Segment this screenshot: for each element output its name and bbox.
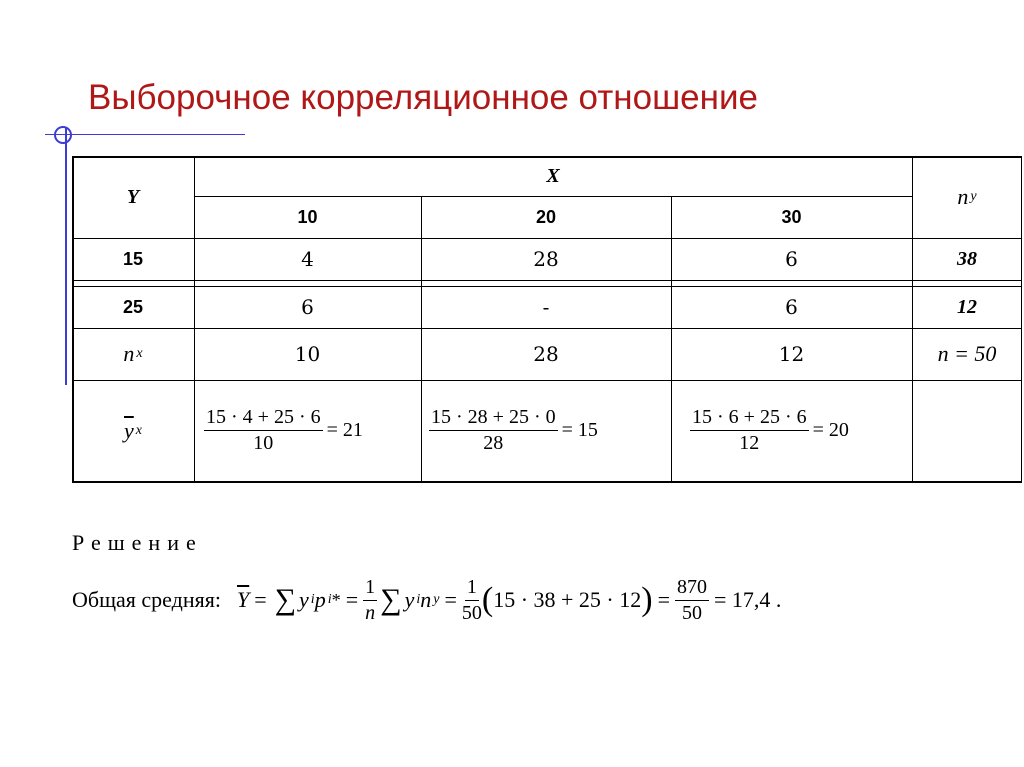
fraction-numerator: 870 [675, 576, 709, 601]
row-15-y: 15 [122, 248, 144, 269]
x-value-30: 30 [781, 206, 802, 227]
fraction [363, 576, 377, 625]
yx-formula-20 [429, 380, 598, 480]
yx-sub: x [135, 422, 142, 438]
equals-sign: = [444, 587, 457, 612]
yx-base: $\overline{y}$ [124, 417, 134, 443]
paren-open: ( [481, 581, 494, 618]
yx-formula-30 [690, 380, 849, 480]
fraction-numerator: 1 [363, 576, 377, 601]
fraction-result: = 15 [561, 418, 598, 441]
i-sub: i [327, 592, 332, 607]
equals-sign: = [254, 587, 267, 612]
fraction-numerator: 15 · 4 + 25 · 6 [204, 406, 323, 431]
ny-base: n [957, 184, 969, 209]
row-25-cell-30: 6 [785, 295, 798, 319]
overall-mean-formula [72, 568, 786, 632]
nx-sub: x [136, 346, 143, 361]
equals-sign: = [345, 587, 359, 612]
y-var: y [299, 587, 309, 612]
yx-label [72, 380, 194, 481]
fraction-denominator: 12 [739, 431, 760, 454]
ny-sub: y [970, 189, 977, 204]
page-title: Выборочное корреляционное отношение [88, 78, 758, 117]
nx-cell-30: 12 [778, 342, 805, 366]
fraction [204, 406, 323, 455]
x-value-10: 10 [297, 206, 318, 227]
header-x: X [546, 164, 560, 187]
fraction [429, 406, 558, 455]
fraction-result: = 21 [326, 418, 363, 441]
x-value-20: 20 [535, 206, 557, 227]
n-var: n [420, 587, 432, 612]
nx-total: n = 50 [937, 341, 997, 366]
nx-cell-10: 10 [294, 342, 321, 366]
row-25-y: 25 [122, 296, 144, 317]
row-25-cell-20: - [542, 295, 550, 319]
header-ny [912, 156, 1022, 238]
fraction [690, 406, 809, 455]
correlation-table [72, 156, 1024, 483]
fraction [462, 576, 482, 625]
fraction-denominator: 10 [253, 431, 274, 454]
fraction-denominator: 50 [682, 601, 702, 624]
mean-symbol: $\overline{Y}$ [236, 587, 250, 612]
fraction-result: = 20 [812, 418, 849, 441]
row-15-cell-10: 4 [301, 247, 314, 271]
header-y: Y [126, 185, 140, 208]
fraction-numerator: 15 · 6 + 25 · 6 [690, 406, 809, 431]
grid-line [72, 280, 1022, 281]
star-sup: * [331, 589, 341, 610]
fraction-denominator: 28 [483, 431, 504, 454]
i-sub: i [310, 592, 315, 607]
fraction-numerator: 1 [465, 576, 479, 601]
paren-close: ) [641, 581, 653, 618]
grid-line [72, 481, 1022, 483]
nx-cell-20: 28 [533, 342, 559, 366]
row-15-ny: 38 [957, 247, 977, 270]
decorative-circle [54, 126, 72, 144]
yx-formula-10 [204, 380, 363, 480]
result: = 17,4 . [714, 587, 782, 612]
sum-symbol: ∑ [274, 583, 297, 616]
sum-expression: 15 · 38 + 25 · 12 [493, 587, 642, 612]
fraction-denominator: n [365, 601, 376, 624]
row-15-cell-20: 28 [533, 247, 559, 271]
equals-sign: = [657, 587, 670, 612]
decorative-line-horizontal [45, 134, 245, 135]
row-15-cell-30: 6 [785, 247, 798, 271]
decorative-line-vertical [65, 127, 67, 385]
row-25-ny: 12 [957, 295, 977, 318]
solution-heading: Решение [72, 530, 203, 555]
y-sub: y [433, 592, 440, 607]
fraction [675, 576, 709, 625]
nx-base: n [123, 341, 135, 366]
i-sub: i [416, 592, 421, 607]
fraction-numerator: 15 · 28 + 25 · 0 [429, 406, 558, 431]
row-25-cell-10: 6 [301, 295, 314, 319]
y-var: y [404, 587, 415, 612]
p-var: p [314, 587, 326, 612]
sum-symbol: ∑ [380, 583, 402, 616]
formula-label: Общая средняя: [72, 587, 221, 612]
fraction-denominator: 50 [461, 601, 482, 624]
nx-label [72, 328, 194, 380]
